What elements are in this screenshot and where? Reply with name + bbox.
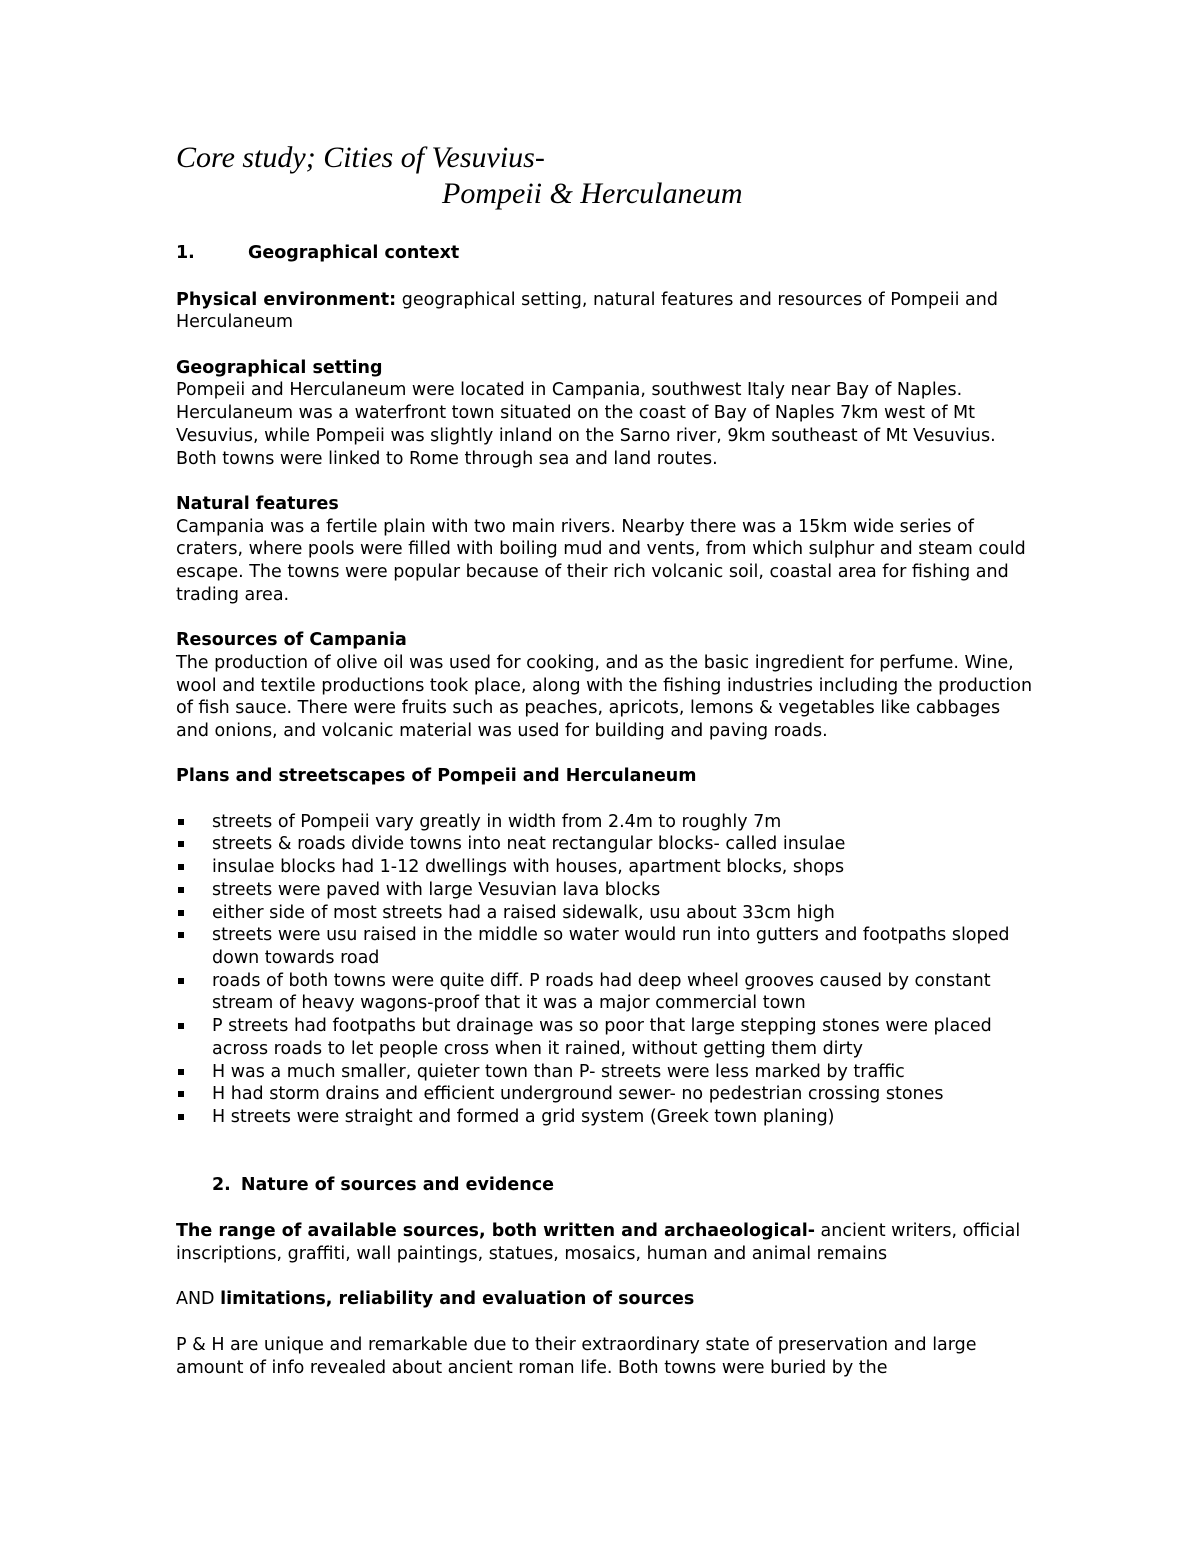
square-bullet-icon bbox=[178, 910, 184, 916]
square-bullet-icon bbox=[178, 841, 184, 847]
square-bullet-icon bbox=[178, 1114, 184, 1120]
geographical-setting-heading: Geographical setting bbox=[176, 357, 383, 378]
document-body bbox=[176, 140, 1036, 1379]
limitations-heading bbox=[176, 1288, 1036, 1311]
resources-text: The production of olive oil was used for cooking, and as the basic ingredient for perfume. Wine, wool and textile productions took place, along with the fishing industries including the production of fish sauce. There were fruits such as peaches, apricots, lemons & vegetables like cabbages and onions, and volcanic material was used for building and paving roads. bbox=[176, 652, 1033, 741]
square-bullet-icon bbox=[178, 1069, 184, 1075]
square-bullet-icon bbox=[178, 819, 184, 825]
list-item: H was a much smaller, quieter town than P- streets were less marked by traffic bbox=[176, 1061, 1036, 1084]
list-item: streets & roads divide towns into neat rectangular blocks- called insulae bbox=[176, 833, 1036, 856]
list-item: streets of Pompeii vary greatly in width from 2.4m to roughly 7m bbox=[176, 811, 1036, 834]
list-item: H had storm drains and efficient underground sewer- no pedestrian crossing stones bbox=[176, 1083, 1036, 1106]
sources-range-label: The range of available sources, both written and archaeological- bbox=[176, 1221, 815, 1242]
limitations-label: limitations, reliability and evaluation of sources bbox=[220, 1289, 695, 1310]
list-item: H streets were straight and formed a grid system (Greek town planing) bbox=[176, 1106, 1036, 1129]
natural-features-heading: Natural features bbox=[176, 493, 339, 514]
document-title-line1: Core study; Cities of Vesuvius- bbox=[176, 141, 545, 174]
square-bullet-icon bbox=[178, 864, 184, 870]
section-1-title: Geographical context bbox=[248, 243, 460, 263]
section-1-heading bbox=[176, 242, 1036, 266]
square-bullet-icon bbox=[178, 978, 184, 984]
natural-features-text: Campania was a fertile plain with two main rivers. Nearby there was a 15km wide series of craters, where pools were filled with boiling mud and vents, from which sulphur and steam could escape. The towns were popular because of their rich volcanic soil, coastal area for fishing and trading area. bbox=[176, 516, 1026, 605]
physical-environment-text: geographical setting, natural features and resources of Pompeii and Herculaneum bbox=[176, 289, 998, 333]
streetscapes-bullet-list bbox=[176, 811, 1036, 1129]
physical-environment-label: Physical environment: bbox=[176, 289, 397, 310]
sources-range-text: ancient writers, official inscriptions, graffiti, wall paintings, statues, mosaics, human and animal remains bbox=[176, 1221, 1021, 1265]
list-item: either side of most streets had a raised sidewalk, usu about 33cm high bbox=[176, 902, 1036, 925]
sources-range-paragraph bbox=[176, 1220, 1036, 1265]
section-2-heading bbox=[176, 1174, 1036, 1198]
list-item: roads of both towns were quite diff. P roads had deep wheel grooves caused by constant stream of heavy wagons-proof that it was a major commercial town bbox=[176, 970, 1036, 1015]
physical-environment-paragraph bbox=[176, 289, 1036, 334]
square-bullet-icon bbox=[178, 887, 184, 893]
list-item: P streets had footpaths but drainage was so poor that large stepping stones were placed across roads to let people cross when it rained, without getting them dirty bbox=[176, 1015, 1036, 1060]
square-bullet-icon bbox=[178, 1023, 184, 1029]
square-bullet-icon bbox=[178, 1091, 184, 1097]
list-item: streets were usu raised in the middle so water would run into gutters and footpaths sloped down towards road bbox=[176, 924, 1036, 969]
section-2-title: Nature of sources and evidence bbox=[240, 1174, 554, 1195]
list-item: insulae blocks had 1-12 dwellings with houses, apartment blocks, shops bbox=[176, 856, 1036, 879]
square-bullet-icon bbox=[178, 932, 184, 938]
geographical-setting-text: Pompeii and Herculaneum were located in Campania, southwest Italy near Bay of Naples. Herculaneum was a waterfront town situated on the coast of Bay of Naples 7km west of Mt Vesuvius, while Pompeii was slightly inland on the Sarno river, 9km southeast of Mt Vesuvius. Both towns were linked to Rome through sea and land routes. bbox=[176, 380, 996, 469]
section-2-number: 2. bbox=[212, 1174, 231, 1195]
resources-heading: Resources of Campania bbox=[176, 630, 407, 651]
plans-heading: Plans and streetscapes of Pompeii and Herculaneum bbox=[176, 766, 697, 787]
preservation-paragraph: P & H are unique and remarkable due to their extraordinary state of preservation and large amount of info revealed about ancient roman life. Both towns were buried by the bbox=[176, 1334, 977, 1378]
list-item: streets were paved with large Vesuvian lava blocks bbox=[176, 879, 1036, 902]
document-title-line2: Pompeii & Herculaneum bbox=[442, 177, 743, 210]
section-1-number: 1. bbox=[176, 243, 195, 263]
limitations-prefix: AND bbox=[176, 1289, 221, 1310]
